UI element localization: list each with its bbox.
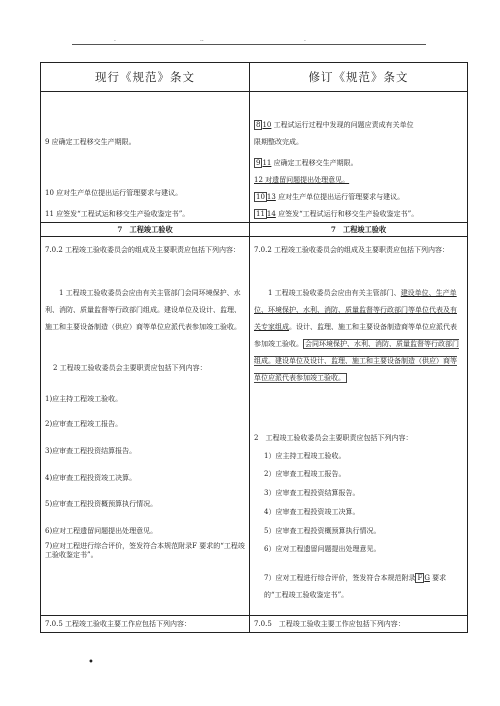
list-item: 4)应审查工程投资竣工决算。 [45, 474, 137, 482]
strikethrough-number: 8 [256, 121, 261, 129]
paragraph-1: 1 工程竣工验收委员会应由有关主管部门会同环境保护、水利、消防、质量监督等行政部门组成。建设单位及设计、监理、施工和主要设备制造（供应）商等单位应派代表参加竣工验收。 [45, 289, 241, 331]
revised-item-11: 9 11 应确定工程移交生产期限。 [256, 159, 358, 167]
clause-705-revised: 7.0.5 工程竣工验收主要工作应包括下列内容： [250, 616, 468, 633]
paragraph-2: 2 工程竣工验收委员会主要职责应包括下列内容： [53, 364, 207, 372]
list-item: 6）应对工程遗留问题提出处理意见。 [264, 545, 381, 553]
list-item: 7)应对工程进行综合评价，签发符合本规范附录F 要求的“工程竣工验收鉴定书”。 [45, 542, 245, 559]
revised-paragraph-2: 2 工程竣工验收委员会主要职责应包括下列内容： [254, 434, 413, 442]
deleted-text: 会同环境保护、水利、消防、质量监督等行政部门组成。建设单位及设计、监理、施工和主要设备制造（供应）商等单位应派代表参加竣工验收。 [254, 340, 459, 382]
section-title-revised: 7 工程竣工验收 [250, 223, 468, 237]
list-item: 2）应审查工程竣工报告。 [264, 470, 346, 478]
clause-705-current: 7.0.5 工程竣工验收主要工作应包括下列内容： [41, 616, 250, 633]
revised-item-14: 11 14 应签发“工程试运行和移交生产验收鉴定书”。 [256, 210, 419, 218]
intro-revised-cell [250, 92, 468, 223]
header-rule [72, 44, 426, 45]
clause-item-9: 9 应确定工程移交生产期限。 [45, 138, 136, 146]
main-revised-cell [250, 237, 468, 616]
list-item: 5)应审查工程投资概预算执行情况。 [45, 500, 158, 508]
revised-paragraph-1: 1 工程竣工验收委员会应由有关主管部门、建设单位、生产单位、环境保护、水利、消防、质量监督等行政部门等单位代表及有关专家组成。设计、监理、施工和主要设备制造商等单位应派代表参加竣工验收。 会同环境保护、水利、消防、质量监督等行政部门组成。建设单位及设计、监理、施工和主要设备制造（供应）商等单位应派代表参加竣工验收。 [254, 289, 459, 382]
revised-item-10-cont: 限期整改完成。 [254, 138, 303, 146]
column-header-revised: 修订《规范》条文 [250, 63, 468, 92]
list-item: 7）应对工程进行综合评价，签发符合本规范附录 F G 要求的“工程竣工验收鉴定书”。 [264, 574, 447, 599]
inserted-text: 建设单位、生产单位、环境保护、水利、消防、质量监督等行政部门等单位代表及有关专家组成 [254, 289, 457, 331]
main-current-cell [41, 237, 250, 616]
list-item: 2)应审查工程竣工报告。 [45, 420, 123, 428]
list-item: 1)应主持工程竣工验收。 [45, 395, 123, 403]
clause-item-11: 11 应签发“工程试运和移交生产验收鉴定书”。 [45, 210, 190, 218]
list-item: 3）应审查工程投资结算报告。 [264, 489, 360, 497]
list-item: 4）应审查工程投资竣工决算。 [264, 508, 360, 516]
clause-item-10: 10 应对生产单位提出运行管理要求与建议。 [45, 189, 183, 197]
list-item: 3)应审查工程投资结算报告。 [45, 447, 137, 455]
revised-item-10: 8 10 工程试运行过程中发现的问题应责成有关单位 [256, 121, 414, 129]
revised-item-13: 10 13 应对生产单位提出运行管理要求与建议。 [256, 193, 405, 201]
revised-clause-702: 7.0.2 工程竣工验收委员会的组成及主要职责应包括下列内容： [254, 246, 450, 254]
header-marks: . .. . [114, 36, 306, 43]
intro-current-cell [41, 92, 250, 223]
list-item: 5）应审查工程投资概预算执行情况。 [264, 527, 381, 535]
section-title-current: 7 工程竣工验收 [41, 223, 250, 237]
list-item: 1）应主持工程竣工验收。 [264, 452, 346, 460]
list-item: 6)应对工程遗留问题提出处理意见。 [45, 527, 158, 535]
footer-mark: • [88, 657, 94, 668]
comparison-table [40, 62, 468, 633]
inserted-number: 10 [262, 121, 272, 129]
revised-item-12: 12 对遗留问题提出处理意见。 [254, 176, 350, 184]
clause-702: 7.0.2 工程竣工验收委员会的组成及主要职责应包括下列内容： [45, 246, 241, 254]
column-header-current: 现行《规范》条文 [41, 63, 250, 92]
